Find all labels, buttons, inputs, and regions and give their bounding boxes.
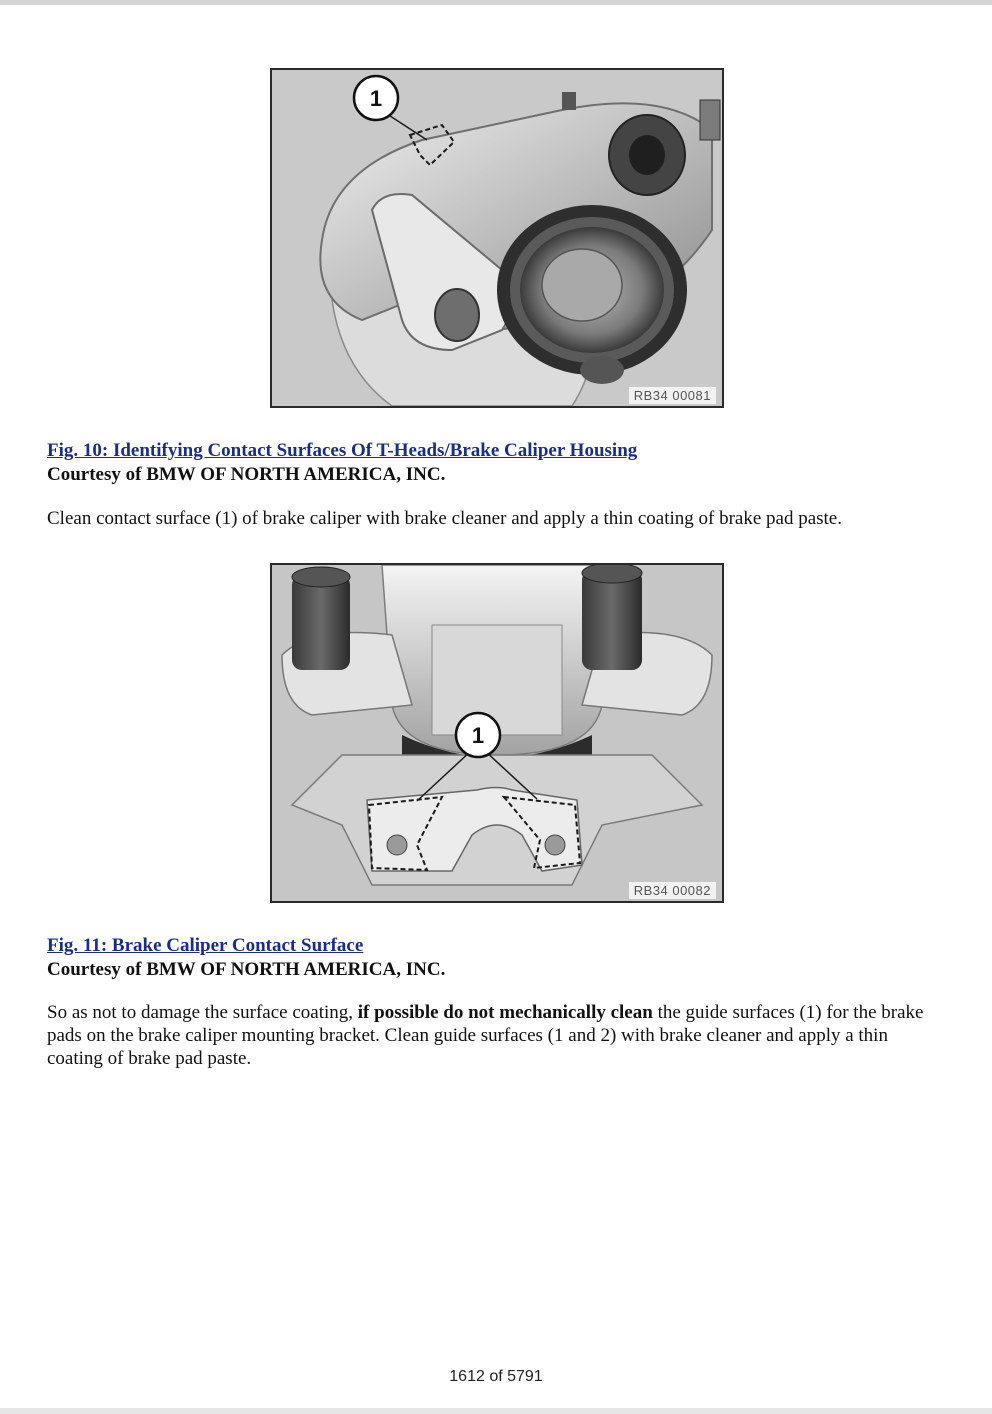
figure-11-image [270,563,724,903]
instruction-paragraph-2 [47,1001,947,1070]
figure-10-callout: 1 [369,86,383,111]
figure-11-callout: 1 [471,723,485,748]
brake-caliper-contact-surface-illustration [272,565,722,901]
figure-10-image [270,68,724,408]
page-number: 1612 of 5791 [449,1368,543,1385]
figure-10-courtesy: Courtesy of BMW OF NORTH AMERICA, INC. [47,464,446,485]
paragraph-2-text-b: the guide surfaces (1) for the brake pads on the brake caliper mounting bracket. Clean guide surfaces (1 and 2) with brake cleaner and apply a thin coating of brake pad paste. [47,1002,924,1069]
instruction-paragraph-1: Clean contact surface (1) of brake caliper with brake cleaner and apply a thin coating of brake pad paste. [47,508,842,529]
paragraph-2-bold-warning: if possible do not mechanically clean [357,1002,653,1023]
top-border [0,0,992,5]
figure-11-code: RB34 00082 [629,882,716,899]
figure-10-code: RB34 00081 [629,387,716,404]
paragraph-2-text-a: So as not to damage the surface coating, [47,1002,358,1023]
figure-11-caption-link[interactable]: Fig. 11: Brake Caliper Contact Surface [47,935,364,956]
bottom-border [0,1408,992,1414]
figure-11-courtesy: Courtesy of BMW OF NORTH AMERICA, INC. [47,959,446,980]
brake-caliper-housing-illustration [272,70,722,406]
figure-10-caption-link[interactable]: Fig. 10: Identifying Contact Surfaces Of T-Heads/Brake Caliper Housing [47,440,638,461]
